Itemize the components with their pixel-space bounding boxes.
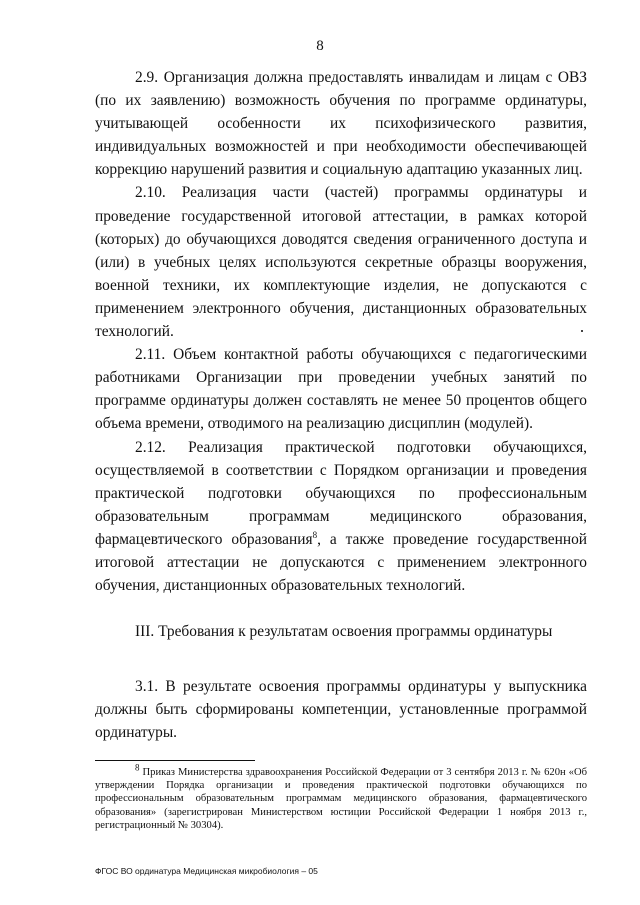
footnote-marker: 8: [135, 762, 140, 773]
document-body: [95, 66, 587, 745]
page-number: 8: [316, 38, 324, 54]
footnote-reference[interactable]: 8: [312, 529, 318, 540]
footnote-text: Приказ Министерства здравоохранения Российской Федерации от 3 сентября 2013 г. № 620н «Об утверждении Порядка организации и проведения практической подготовки обучающихся по профессиональным образовательным программам медицинского образования, фармацевтического образования» (зарегистрирован Министерством юстиции Российской Федерации 1 ноября 2013 г., регистрационный № 30304).: [95, 767, 587, 831]
paragraph-2-10: 2.10. Реализация части (частей) программы ординатуры и проведение государственной итоговой аттестации, в рамках которой (которых) до обучающихся доводятся сведения ограниченного доступа и (или) в учебных целях используются секретные образцы вооружения, военной техники, их комплектующие изделия, не допускаются с применением электронного обучения, дистанционных образовательных технологий.: [95, 184, 587, 341]
page-footer: ФГОС ВО ординатура Медицинская микробиология – 05: [95, 866, 318, 876]
paragraph-2-11: 2.11. Объем контактной работы обучающихся с педагогическими работниками Организации при проведении учебных занятий по программе ординатуры должен составлять не менее 50 процентов общего объема времени, отводимого на реализацию дисциплин (модулей).: [95, 346, 587, 433]
footnote-divider: [95, 760, 255, 761]
spacer: [95, 597, 587, 620]
paragraph-2-12-text-b: , а также проведение государственной итоговой аттестации не допускаются с применением электронного обучения, дистанционных образовательных технологий.: [95, 530, 588, 595]
spacer: [95, 643, 587, 666]
paragraph-2-12: [95, 436, 587, 598]
scan-speck: [581, 330, 583, 332]
spacer: [95, 666, 587, 675]
paragraph-2-12-text-a: 2.12. Реализация практической подготовки обучающихся, осуществляемой в соответствии с Порядком организации и проведения практической подготовки обучающихся по профессиональным образовательным программам медицинского образования, фармацевтического образования: [95, 438, 587, 548]
footnote: [95, 762, 587, 832]
paragraph-2-9: 2.9. Организация должна предоставлять инвалидам и лицам с ОВЗ (по их заявлению) возможность обучения по программе ординатуры, учитывающей особенности их психофизического развития, индивидуальных возможностей и при необходимости обеспечивающей коррекцию нарушений развития и социальную адаптацию указанных лиц.: [95, 69, 587, 179]
section-heading: III. Требования к результатам освоения программы ординатуры: [135, 623, 553, 641]
paragraph-3-1: 3.1. В результате освоения программы ординатуры у выпускника должны быть сформированы компетенции, установленные программой ординатуры.: [95, 678, 587, 742]
